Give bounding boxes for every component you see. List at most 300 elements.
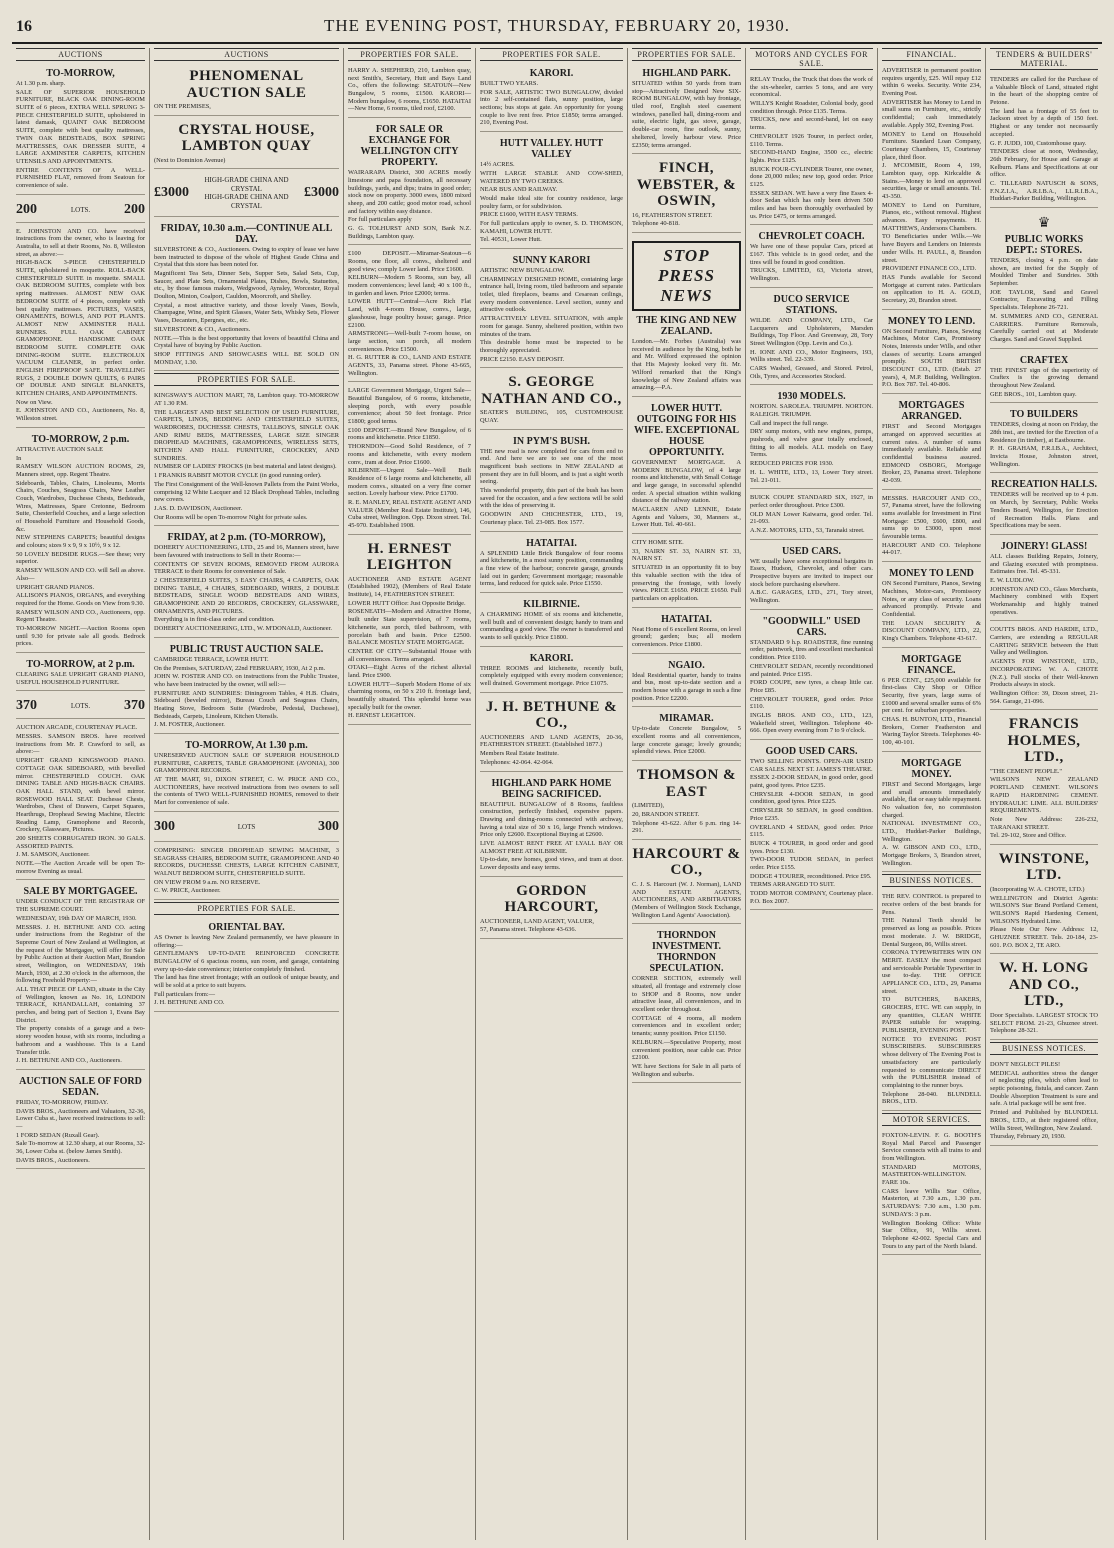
ad-text: TRUCKS, LIMITED, 63, Victoria street, Wellington. — [750, 267, 873, 283]
ad-text: THE Natural Teeth should be preserved as long as possible. Prices most moderate. J. W. BRIDGE, Dental Surgeon, 86, Willis street. — [882, 917, 981, 948]
ad-heading: ORIENTAL BAY. — [208, 921, 285, 933]
ad-text: THE FINEST sign of the superiority of Craftex is the growing demand throughout New Zealand. — [990, 366, 1098, 389]
advertisement — [990, 623, 1098, 710]
advertisement — [154, 640, 339, 734]
ad-text: SITUATED in an opportunity fit to buy this valuable section with the idea of preserving the frontage, with lovely views. PRICE £1650. PRICE £1650. Full particulars on application. — [632, 564, 741, 602]
ad-heading: "GOODWILL" USED CARS. — [762, 615, 861, 638]
page-number: 16 — [16, 18, 32, 35]
advertisement — [750, 742, 873, 910]
ad-heading: IN PYM'S BUSH. — [513, 435, 590, 447]
ad-text: DON'T NEGLECT PILES! — [990, 1061, 1061, 1068]
ad-text: WELLINGTON and District Agents: WILSON'S Star Brand Portland Cement, WILSON'S Rapid Hardening Cement, WILSON'S Hydrated Lime. — [990, 894, 1098, 925]
ad-text: Note New Address: 226-232, TARANAKI STREET. — [990, 815, 1098, 831]
ad-text: 20, BRANDON STREET. — [632, 810, 700, 818]
ad-heading: GOOD USED CARS. — [765, 746, 858, 757]
advertisement — [750, 491, 873, 539]
ad-text: COUTTS BROS. AND HARDIE, LTD., Carriers, are extending a REGULAR CARTING SERVICE between the Hutt Valley and Wellington. — [990, 626, 1098, 657]
ad-text: CHAS. H. BUNTON, LTD., Financial Brokers, Corner Featherston and Waring Taylor Streets. Telephones 40-100, 40-101. — [882, 716, 981, 747]
ad-text: On the Premises, SATURDAY, 22nd FEBRUARY, 1930, At 2 p.m. — [154, 664, 326, 672]
ad-heading: USED CARS. — [782, 545, 841, 557]
advertisement — [154, 219, 339, 371]
ad-text: Thursday, February 20, 1930. — [990, 1133, 1066, 1141]
display-heading: S. GEORGE NATHAN AND CO., — [481, 374, 622, 407]
ad-text: WE usually have some exceptional bargains in Essex, Hudson, Chevrolet, and other cars. Prospective buyers are invited to inspect our stock before purchasing elsewhere. — [750, 557, 873, 588]
advertisement — [16, 197, 145, 223]
ad-text: AS Owner is leaving New Zealand permanently, we have pleasure in offering:— — [154, 933, 339, 949]
advertisement — [990, 956, 1098, 1040]
ad-text: THE LOAN SECURITY & DISCOUNT COMPANY, LTD., 22, King's Chambers. Telephone 43-617. — [882, 619, 981, 642]
lots-label: LOTS. — [70, 205, 91, 214]
row-right-value: 300 — [318, 818, 339, 834]
ad-text: H. ERNEST LEIGHTON. — [348, 712, 416, 720]
ad-text: £100 DEPOSIT.—Miramar-Seatoun—6 Rooms, one floor, all convs., sheltered and good view; comply Lower land. Price £1600. — [348, 250, 471, 273]
ad-text: J. H. BETHUNE AND CO. — [154, 999, 225, 1007]
ad-text: WEDNESDAY, 19th DAY OF MARCH, 1930. — [16, 914, 137, 922]
advertisement — [154, 814, 339, 842]
ad-text: TODD MOTOR COMPANY, Courtenay place. P.O. Box 2007. — [750, 890, 873, 905]
ad-text: ADVERTISER has Money to Lend in small sums on Furniture, etc., strictly confidential; cash immediately available. Apply 392, Evening Post. — [882, 98, 981, 129]
ad-text: H. IONE AND CO., Motor Engineers, 193, Willis street. Tel. 22-339. — [750, 348, 873, 364]
section-heading: FINANCIAL. — [882, 48, 981, 61]
ad-text: BUILT TWO YEARS. — [480, 80, 539, 87]
ad-text: Full particulars from:— — [154, 990, 216, 998]
advertisement — [154, 528, 339, 638]
ad-text: MONEY to Lend on Furniture, Pianos, etc., without removal. Highest advances. Easy repayments. H. MATTHEWS, Andersons Chambers. — [882, 201, 981, 232]
ad-text: "THE CEMENT PEOPLE." — [990, 767, 1063, 775]
ad-text: Call and inspect the full range. — [750, 419, 829, 427]
advertisement — [990, 405, 1098, 473]
ad-text: TENDERS are called for the Purchase of a Valuable Block of Land, situated right in the heart of the shopping centre of Petone. — [990, 76, 1098, 107]
ad-text: (LIMITED), — [632, 802, 665, 810]
ad-text: J. M. SAMSON, Auctioneer. — [16, 851, 90, 859]
ad-text: UNDER CONDUCT OF THE REGISTRAR OF THE SUPREME COURT. — [16, 898, 145, 914]
ad-text: DAVIS BROS., Auctioneers. — [16, 1156, 90, 1164]
ad-text: KILBIRNIE—Urgent Sale—Well Built Residence of 6 large rooms and kitchenette, all modern convs., situated on a very fine corner section. Lovely harbour view. Price £1700. — [348, 467, 471, 498]
advertisement — [632, 536, 741, 608]
advertisement — [882, 564, 981, 648]
ad-heading: AUCTION SALE OF FORD SEDAN. — [19, 1075, 142, 1098]
advertisement — [990, 351, 1098, 404]
ad-text: BEAUTIFUL BUNGALOW of 8 Rooms, faultless construction, perfectly finished, expensive papers. Drawing and dining-rooms connected with archway, having a total size of 30 x 16, large French windows. Price only £2600. Exceptional Buying at £2600. — [480, 800, 623, 839]
ad-text: 33, NAIRN ST. 33, NAIRN ST. 33, NAIRN ST. — [632, 547, 741, 563]
advertisement — [480, 879, 623, 939]
ad-heading: FRIDAY, at 2 p.m. (TO-MORROW), — [167, 532, 326, 544]
columns-container — [12, 48, 1102, 1540]
ad-text: FIRST and Second Mortgages, large and small amounts immediately available, flat or easy table repayment. No valuation fee, no commission charged. — [882, 780, 981, 819]
ad-text: SHOP FITTINGS AND SHOWCASES WILL BE SOLD ON MONDAY, 1.30. — [154, 350, 339, 366]
section-heading: TENDERS & BUILDERS' MATERIAL. — [990, 48, 1098, 70]
section-heading: PROPERTIES FOR SALE. — [632, 48, 741, 61]
advertisement — [16, 1072, 145, 1170]
ad-heading: SALE BY MORTGAGEE. — [23, 886, 138, 898]
advertisement — [632, 926, 741, 1083]
crown-crest-icon: ♛ — [1037, 216, 1051, 231]
advertisement — [750, 73, 873, 225]
ad-heading: TO-MORROW, 2 p.m. — [31, 433, 130, 445]
ad-text: CHEVROLET SEDAN, recently reconditioned and painted. Price £195. — [750, 662, 873, 678]
ad-text: H. L. WHITE, LTD., 13, Lower Tory street. Tel. 21-011. — [750, 468, 873, 484]
ad-heading: MORTGAGES ARRANGED. — [898, 400, 965, 423]
advertisement — [632, 656, 741, 708]
ad-text: TENDERS close at noon, Wednesday, 26th February, for House and Garage at Kelburn. Plans and Specifications at our office. — [990, 148, 1098, 179]
ad-text: HARCOURT AND CO. Telephone 44-017. — [882, 541, 981, 557]
ad-text: Telephone 43-622. After 6 p.m. ring 14-291. — [632, 819, 741, 835]
advertisement — [632, 709, 741, 761]
ad-text: TERMS ARRANGED TO SUIT. — [750, 881, 835, 889]
ad-text: CENTRE OF CITY—Substantial House with all conveniences. Terms arranged. — [348, 647, 471, 663]
ad-heading: MIRAMAR. — [659, 713, 714, 725]
lots-label: LOTS. — [70, 702, 91, 711]
ad-text: STANDARD 9 h.p. ROADSTER, fine running order, paintwork, tires and excellent mechanical condition. Price £110. — [750, 638, 873, 662]
ad-heading: 1930 MODELS. — [777, 391, 846, 403]
ad-text: Please Note Our New Address: 12, GHUZNEE STREET. Tels. 20-184, 23-601. P.O. BOX 2, TE ARO. — [990, 926, 1098, 949]
ad-text: C. W. PRICE, Auctioneer. — [154, 887, 221, 895]
stop-press-box — [632, 241, 741, 311]
ad-text: CONTENTS OF SEVEN ROOMS, REMOVED FROM AURORA TERRACE to their Rooms for convenience of Sale. — [154, 560, 339, 576]
ad-text: J. M'COMBIE, Room 4, 199, Lambton quay, opp. Kirkcaldie & Stains.—Money to lend on approved securities, large or small amounts. Tel. 43-350. — [882, 162, 981, 200]
ad-text: TRUCKS, new and second-hand, let on easy terms. — [750, 116, 873, 132]
ad-text: REDUCED PRICES FOR 1930. — [750, 460, 834, 468]
price-row — [154, 819, 339, 835]
display-heading: GORDON HARCOURT, — [504, 882, 599, 916]
ad-text: AUCTION ARCADE, COURTENAY PLACE. — [16, 724, 138, 732]
section-heading: AUCTIONS — [154, 48, 339, 61]
ad-heading: TO-MORROW, At 1.30 p.m. — [185, 740, 308, 751]
lots-number-left: 370 — [16, 698, 37, 714]
advertisement — [480, 134, 623, 249]
advertisement — [480, 251, 623, 368]
ad-text: ON THE PREMISES, — [154, 103, 211, 110]
display-heading: PHENOMENAL AUCTION SALE — [186, 68, 307, 101]
advertisement — [882, 492, 981, 563]
ad-text: THE REV. CONTROL is prepared to receive orders of the best brands for Pens. — [882, 893, 981, 916]
ad-text: ADVERTISER in permanent position requires urgently, £25. Will repay £12 within 6 weeks. Security. Write 234, Evening Post. — [882, 67, 981, 98]
advertisement — [632, 763, 741, 840]
ad-text: GEE BROS., 101, Lambton quay. — [990, 390, 1077, 398]
ad-text: The land has fine street frontage; with an outlook of unique beauty, and will be sold at a price to suit buyers. — [154, 974, 339, 990]
ad-text: (Next to Dominion Avenue) — [154, 156, 226, 164]
ad-text: DOHERTY AUCTIONEERING, LTD., 25 and 16, Manners street, have been favoured with instructions to Sell in their Rooms:— — [154, 544, 339, 559]
ad-text: NEW STEPHENS CARPETS; beautiful designs and colours; sizes 9 x 9, 9 x 10½, 9 x 12. — [16, 534, 145, 550]
ad-text: RAMSEY WILSON AUCTION ROOMS, 29, Manners street, opp. Regent Theatre. — [16, 463, 145, 478]
advertisement — [990, 537, 1098, 622]
ad-text: MESSRS. SAMSON BROS. have received instructions from Mr. P. Crawford to sell, as above:— — [16, 733, 145, 756]
advertisement — [632, 235, 741, 397]
ad-text: LOWER HUTT—Superb Modern Home of six charming rooms, on 50 x 210 ft. frontage land, beautifully situated. This splendid home was specially built for the owner. — [348, 680, 471, 711]
ad-text: CLEARING SALE UPRIGHT GRAND PIANO, USEFUL HOUSEHOLD FURNITURE. — [16, 671, 145, 686]
advertisement — [750, 387, 873, 489]
advertisement — [16, 721, 145, 880]
ad-text: THE LARGEST AND BEST SELECTION OF USED FURNITURE, CARPETS, LINOS, BEDDING AND CHESTERFIELD SUITES, WARDROBES, DUCHESSE CHESTS, TALLBOYS, SINGLE OAK AND RIMU BEDS, MATTRESSES, LARGE SIZE SINGER DROPHEAD MACHINES, GRAMOPHONES, WIRELESS SETS, KITCHEN AND HALL FURNITURE, CROCKERY, AND SUNDRIES. — [154, 408, 339, 462]
ad-text: NEAR BUS AND RAILWAY. — [480, 186, 558, 194]
advertisement — [882, 890, 981, 1111]
ad-text: Telephone 28-040. BLUNDELL BROS., LTD. — [882, 1090, 981, 1106]
advertisement — [990, 210, 1098, 349]
ad-text: ATTRACTIVELY LEVEL SITUATION, with ample room for garage. Sunny, sheltered position, within two minutes of the tram. — [480, 315, 623, 338]
ad-text: CHRYSLER 4-DOOR SEDAN, in good condition, good tyres. Price £225. — [750, 790, 873, 806]
section-heading: PROPERTIES FOR SALE. — [154, 902, 339, 915]
ad-text: NOTE.—This is the best opportunity that lovers of beautiful China and Crystal have of buying by Public Auction. — [154, 334, 339, 350]
ad-text: Up-to-date Concrete Bungalow, 5 excellent rooms and all conveniences, large concrete garage; lovely grounds; splendid views. Price £2000. — [632, 725, 741, 756]
ad-heading: MONEY TO LEND. — [887, 315, 976, 327]
advertisement — [882, 754, 981, 873]
ad-text: £100 DEPOSIT.—Brand New Bungalow, of 6 rooms and kitchenette. Price £1850. — [348, 426, 471, 442]
ad-text: GENTLEMAN'S UP-TO-DATE REINFORCED CONCRETE BUNGALOW of 6 spacious rooms, sun room, and garage, containing every up-to-date convenience; interior completely finished. — [154, 950, 339, 973]
ad-text: HIGH-BACK 3-PIECE CHESTERFIELD SUITE, upholstered in moquette. ROLL-BACK CHESTERFIELD SUITE in moquette. SMALL OAK BEDROOM SUITES, complete with box spring mattresses. ALMOST NEW OAK BEDROOM SUITE of 4 pieces, complete with best quality mattresses. PICTURES, VASES, ORNAMENTS, BOWLS, AND POT PLANTS. ALMOST NEW AXMINSTER HALL RUNNERS. FULL OAK CABINET GRAMOPHONE. HANDSOME OAK BEDROOM SUITE. COMPLETE OAK DINING-ROOM SUITE. ELECTROLUX VACUUM CLEANER, in perfect order. ENGLISH FIREPROOF SAFE. TRAVELLING RUGS, 2 DOUBLE DOWN QUILTS, 6 PAIRS OF DOUBLE AND SINGLE BLANKETS, KITCHEN CHAIRS, AND APPOINTMENTS. — [16, 259, 145, 398]
advertisement — [750, 290, 873, 386]
ad-text: Ideal Residential quarter, handy to trains and bus, most up-to-date section and a modern house with a garage in such a fine position. Price £2200. — [632, 671, 741, 702]
ad-text: MESSRS. J. H. BETHUNE AND CO. acting under instructions from the Registrar of the Supreme Court of New Zealand at Wellington, at the request of the Mortgagee, will offer for Sale by Public Auction at their Auction Mart, Brandon street, Wellington, on WEDNESDAY, 19th March, 1930, at 2.30 o'clock in the afternoon, the following Freehold Property:— — [16, 923, 145, 985]
ad-heading: TO-MORROW, at 2 p.m. — [26, 659, 135, 670]
ad-text: In — [16, 454, 22, 462]
ad-text: Our Rooms will be open To-morrow Night for private sales. — [154, 513, 308, 521]
ad-heading: MORTGAGE FINANCE. — [901, 653, 962, 676]
section-heading: PROPERTIES FOR SALE. — [480, 48, 623, 61]
ad-text: LOWER HUTT—Central—Acre Rich Flat Land, with 4-room House, convs., large, glasshouse, huge poultry house; garage. Price £2100. — [348, 298, 471, 329]
price-row — [154, 176, 339, 210]
ad-text: RELAY Trucks, the Truck that does the work of the six-wheeler, carries 5 tons, and are very economical. — [750, 76, 873, 99]
ad-text: BUICK COUPE STANDARD SIX, 1927, in perfect order throughout. Price £300. — [750, 494, 873, 509]
display-heading: CRYSTAL HOUSE, LAMBTON QUAY — [178, 121, 315, 155]
ad-text: Members Real Estate Institute. — [480, 750, 559, 758]
ad-text: JOHNSTON AND CO., Glass Merchants, Machinery combined with Expert Workmanship and highly trained operatives. — [990, 585, 1098, 616]
ad-text: G. F. JUDD, 100, Customhouse quay. — [990, 139, 1087, 147]
ad-text: Everything is in first-class order and condition. — [154, 616, 275, 624]
ad-text: 1 FRANKIS RABBIT MOTOR CYCLE (in good running order). — [154, 472, 322, 480]
ad-text: GOODWIN AND CHICHESTER, LTD., 19, Courtenay place. Tel. 23-085. Box 1577. — [480, 511, 623, 526]
ad-text: AUCTIONEER, LAND AGENT, VALUER, — [480, 917, 594, 925]
ad-text: ARMSTRONG—Well-built 7-room house, on large section, sun porch, all modern conveniences. Price £1500. — [348, 330, 471, 353]
ad-heading: KARORI. — [529, 68, 574, 79]
row-middle-text: HIGH-GRADE CHINA AND CRYSTAL HIGH-GRADE CHINA AND CRYSTAL — [204, 176, 289, 210]
ad-text: RAMSEY WILSON AND CO. will Sell as above. Also— — [16, 567, 145, 582]
ad-text: UPRIGHT GRAND PIANOS. — [16, 583, 95, 591]
ad-text: MACLAREN AND LENNIE, Estate Agents and Valuers, 30, Manners st., Lower Hutt. Tel. 40-661. — [632, 506, 741, 529]
advertisement — [16, 693, 145, 719]
ad-text: Door Specialists. LARGEST STOCK TO SELECT FROM. 21-23, Ghuznee street. Telephone 28-321. — [990, 1011, 1098, 1035]
advertisement — [632, 399, 741, 534]
ad-text: TO Beneficiaries under Wills.—We have Buyers and Lenders on Interests under Wills. H. PAULL, 8, Brandon street. — [882, 233, 981, 264]
advertisement — [16, 655, 145, 691]
ad-text: OVERLAND 4 SEDAN, good order. Price £115. — [750, 823, 873, 839]
advertisement — [480, 64, 623, 132]
ad-text: WILLYS Knight Roadster, Colonial body, good condition through. Price £135. Terms. — [750, 100, 873, 115]
row-left-value: 300 — [154, 818, 175, 834]
ad-heading: FOR SALE OR EXCHANGE FOR WELLINGTON CITY PROPERTY. — [360, 124, 459, 169]
ad-text: CHARMINGLY DESIGNED HOME, containing large entrance hall, living room, tiled bathroom and separate toilet, tiled fireplaces, beams and Cesarean ceilings, every modern convenience. Level section, sunny and attractive outlook. — [480, 275, 623, 314]
ad-text: ALLISON'S PIANOS, ORGANS, and everything required for the Home. Goods on View from 9.30. — [16, 592, 145, 607]
ad-text: Wellington Booking Office: White Star Office, 91, Willis street. Telephone 42-002. Special Cars and Tours to any part of the North Island. — [882, 1219, 981, 1250]
ad-text: Telephone 40-818. — [632, 220, 680, 228]
column-6 — [746, 48, 878, 1540]
ad-text: For full particulars apply to owner, S. D. THOMSON, KAMAHI, LOWER HUTT. — [480, 219, 623, 235]
column-2 — [150, 48, 344, 1540]
ad-text: Would make ideal site for country residence, large poultry farm, or for subdivision. — [480, 194, 623, 210]
ad-text: AUCTIONEERS AND LAND AGENTS, 20-36, FEATHERSTON STREET. (Established 1877.) — [480, 733, 623, 749]
advertisement — [16, 64, 145, 195]
ad-text: Crystal, a most attractive variety, and those lovely Vases, Bowls, Champagne, Wine, and Spirit Glasses, Water Sets, Whisky Sets, Flower Vases, Decanters, Epergnes, etc., etc. — [154, 301, 339, 325]
ad-heading: KILBIRNIE. — [523, 598, 580, 610]
advertisement — [990, 847, 1098, 955]
ad-text: J. M. FOSTER, Auctioneer. — [154, 721, 225, 729]
ad-text: CAMBRIDGE TERRACE, LOWER HUTT. — [154, 655, 269, 663]
row-left-value: £3000 — [154, 185, 189, 201]
ad-heading: HUTT VALLEY. HUTT VALLEY — [499, 138, 604, 161]
ad-text: E. W. LUDLOW. — [990, 576, 1035, 584]
display-heading: THOMSON & EAST — [636, 767, 737, 800]
advertisement — [750, 612, 873, 740]
advertisement — [16, 430, 145, 653]
ad-text: ALL classes Building Repairs, Joinery, and Glazing executed with promptness. Estimates free. Tel. 45-331. — [990, 552, 1098, 576]
lots-number-left: 200 — [16, 201, 37, 217]
column-7 — [878, 48, 986, 1540]
advertisement — [990, 73, 1098, 208]
ad-text: ON Second Furniture, Pianos, Sewing Machines, Motor Cars, Promissory Notes, Interests under Wills, and other classes of security. Loans arranged promptly. SOUTH BRITISH DISCOUNT CO., LTD. (Estab. 27 years), 4, M.P. Building, Wellington. P.O. Box 787. Tel. 40-806. — [882, 327, 981, 389]
advertisement — [990, 1058, 1098, 1146]
ad-heading: CRAFTEX — [1019, 354, 1069, 366]
ad-text: DRY sump motors, with new engines, pumps, pushrods, and valve gear totally enclosed, fitting to all models. ALL models on Easy Terms. — [750, 428, 873, 459]
ad-heading: RECREATION HALLS. — [991, 479, 1097, 491]
ad-text: AGENTS FOR WINSTONE, LTD., INCORPORATING W. A. CHOTE (N.Z.). Full stocks of their Well-known Products always in stock. — [990, 658, 1098, 689]
advertisement — [348, 64, 471, 118]
ad-text: FRIDAY, TO-MORROW, FRIDAY. — [16, 1098, 109, 1106]
ad-text: P. H. GRAHAM, F.R.I.B.A., Architect, Invicta House, Johnston street, Wellington. — [990, 445, 1098, 468]
advertisement — [348, 384, 471, 534]
ad-text: SEATER'S BUILDING, 105, CUSTOMHOUSE QUAY. — [480, 409, 623, 424]
ad-heading: DUCO SERVICE STATIONS. — [773, 293, 850, 316]
lots-number-right: 200 — [124, 201, 145, 217]
ad-text: WE have Sections for Sale in all parts of Wellington and suburbs. — [632, 1062, 741, 1078]
ad-text: PROVIDENT FINANCE CO., LTD. — [882, 265, 977, 273]
ad-text: 1 FORD SEDAN (Ruxall Gear). — [16, 1131, 100, 1139]
ad-text: 50 LOVELY BEDSIDE RUGS.—See these; very superior. — [16, 550, 145, 566]
ad-text: London.—Mr. Forbes (Australia) was received in audience by the King, both he and Mr. Wilford expressed the opinion that His Majesty looked very fit. Mr. Wilford remarked that the King's knowledge of New Zealand affairs was amazing.—P.A. — [632, 338, 741, 392]
ad-heading: MONEY TO LEND — [889, 568, 974, 580]
ad-text: R. E. MANLEY, REAL ESTATE AGENT AND VALUER (Member Real Estate Institute), 146, Cuba street, Wellington. Opp. Dixon street. Tel. 45-970. Established 1908. — [348, 498, 471, 529]
advertisement — [348, 120, 471, 245]
ad-text: INGLIS BROS. AND CO., LTD., 123, Wakefield street, Wellington. Telephone 40-666. Open every evening from 7 to 9 o'clock. — [750, 711, 873, 735]
ad-text: Sideboards, Tables, Chairs, Linoleums, Morris Chairs, Couches, Seagrass Chairs, New Leather Couch, Wardrobes, Duchesse Chests, Bedsteads, Wires, Mattresses, Spare Cretonne, Bedroom Suite, Chesterfield Couches, and a large selection of Household Furniture and Household Goods, &c. — [16, 479, 145, 533]
ad-heading: PUBLIC WORKS DEPT.: STORES. — [1004, 234, 1084, 256]
ad-text: E. JOHNSTON AND CO., Auctioneers, No. 8, Willeston street. — [16, 407, 145, 423]
ad-text: CHEVROLET 1926 Tourer, in perfect order, £110. Terms. — [750, 132, 873, 148]
ad-text: The land has a frontage of 55 feet to Jackson street by a depth of 150 feet. Highest or any tender not necessarily accepted. — [990, 107, 1098, 138]
ad-text: FIRST and Second Mortgages arranged on approved securities at current rates. A number of sums immediately available. Reliable and confidential business assured. EDMOND OSBORG, Mortgage Broker, 23, Panama street. Telephone 42-039. — [882, 423, 981, 484]
column-4 — [476, 48, 628, 1540]
ad-text: WILSON'S NEW ZEALAND PORTLAND CEMENT. WILSON'S RAPID HARDENING CEMENT. HYDRAULIC LIME. ALL BUILDERS' REQUIREMENTS. — [990, 776, 1098, 815]
ad-text: KELBURN.—Speculative Property, most convenient position, near cable car. Price £2100. — [632, 1038, 741, 1062]
ad-text: THORNDON—Good Solid Residence, of 7 rooms and kitchenette, with every modern conv., tram at door. Price £1600. — [348, 443, 471, 466]
ad-text: (Incorporating W. A. CHOTE, LTD.) — [990, 885, 1085, 893]
ad-text: ALL THAT PIECE OF LAND, situate in the City of Wellington, known as No. 16, LONDON TERRACE, KHANDALLAH, containing 37 perches, and being part of Section 1, Evans Bay District. — [16, 986, 145, 1024]
advertisement — [750, 227, 873, 287]
advertisement — [480, 534, 623, 593]
ad-text: 16, FEATHERSTON STREET. — [632, 211, 713, 219]
ad-text: This desirable home must be inspected to be thoroughly appreciated. — [480, 339, 623, 354]
ad-heading: TO-MORROW, — [46, 68, 115, 79]
row-middle-text: LOTS — [237, 822, 256, 831]
ad-text: H. G. RUTTER & CO., LAND AND ESTATE AGENTS, 33, Panama street. Phone 43-665, Wellington. — [348, 354, 471, 377]
ad-heading: LOWER HUTT. OUTGOING FOR HIS WIFE. EXCEPTIONAL HOUSE OPPORTUNITY. — [633, 402, 739, 458]
ad-text: Neat Home of 6 excellent Rooms, on level ground; garden; bus; all modern conveniences. Price £1800. — [632, 625, 741, 648]
ad-text: SALE OF SUPERIOR HOUSEHOLD FURNITURE, BLACK OAK DINING-ROOM SUITE of 6 pieces, EXTRA WELL SPRUNG 3-PIECE CHESTERFIELD SUITE, upholstered in latest damask, QUAINT OAK BEDROOM SUITE, complete with best quality mattresses, TWIN OAK BEDSTEADS, BOX SPRING MATTRESSES, OAK DRESSER SUITE, 4 LARGE AXMINSTER CARPETS, KITCHEN UTENSILS AND APPOINTMENTS. — [16, 88, 145, 165]
ad-text: Sale To-morrow at 12.30 sharp, at our Rooms, 32-36, Lower Cuba st. (below James Smith). — [16, 1140, 145, 1155]
ad-text: ESSEX SEDAN. WE have a very fine Essex 4-door Sedan which has only been driven 500 miles and has been thoroughly overhauled by us. Price £475, or terms arranged. — [750, 189, 873, 220]
ad-heading: THORNDON INVESTMENT. THORNDON SPECULATION. — [649, 930, 724, 975]
advertisement — [480, 595, 623, 647]
display-heading: WINSTONE, LTD. — [998, 850, 1090, 884]
stop-press-title: STOP PRESS NEWS — [658, 246, 715, 306]
ad-text: Wellington Office: 39, Dixon street, 21-564. Garage, 21-096. — [990, 689, 1098, 705]
advertisement — [154, 736, 339, 812]
advertisement — [990, 712, 1098, 845]
advertisement — [480, 432, 623, 532]
ad-heading: MORTGAGE MONEY. — [901, 757, 962, 780]
ad-text: ON VIEW FROM 9 a.m. NO RESERVE. — [154, 878, 261, 886]
advertisement — [348, 537, 471, 725]
masthead-title: THE EVENING POST, THURSDAY, FEBRUARY 20, 1930. — [323, 16, 790, 35]
ad-text: THE new road is now completed for cars from end to end. And here we are to see one of the most magnificent bush sections in NEW ZEALAND at present they are in full bloom, and is just a sight worth seeing. — [480, 447, 623, 486]
ad-text: A.N.Z. MOTORS, LTD., 53, Taranaki street. — [750, 526, 865, 534]
ad-heading: HIGHLAND PARK HOME BEING SACRIFICED. — [491, 777, 612, 800]
ad-text: TO BUTCHERS, BAKERS, GROCERS, ETC. WE can supply, in any quantities, CLEAN WHITE PAPER suitable for wrapping. PUBLISHER, EVENING POST. — [882, 996, 981, 1035]
ad-heading: THE KING AND NEW ZEALAND. — [636, 315, 737, 338]
ad-text: Telephones: 42-064. 42-064. — [480, 758, 554, 766]
ad-text: CHEVROLET TOURER, good order. Price £110. — [750, 695, 873, 711]
column-1 — [12, 48, 150, 1540]
ad-text: FOXTON-LEVIN. F. G. BOOTH'S Royal Mail Parcel and Passenger Service connects with all trains to and from Wellington. — [882, 1131, 981, 1162]
ad-text: SILVERSTONE & CO., Auctioneers. — [154, 325, 251, 333]
advertisement — [154, 389, 339, 526]
ad-text: M. SUMMERS AND CO., GENERAL CARRIERS. Furniture Removals, Carefully carried out at Moderate Charges. Sand and Gravel Supplied. — [990, 312, 1098, 343]
ad-text: ESSEX 2-DOOR SEDAN, in good order, good paint, good tyres. Price £235. — [750, 774, 873, 790]
ad-text: Up-to-date, new homes, good views, and tram at door. Lower deposits and easy terms. — [480, 856, 623, 871]
ad-text: DOHERTY AUCTIONEERING, LTD., W. M'DONALD, Auctioneer. — [154, 625, 332, 633]
ad-text: ARTISTIC NEW BUNGALOW. — [480, 267, 565, 274]
ad-text: A SPLENDID Little Brick Bungalow of four rooms and kitchenette, in a most sunny position, commanding a fine view of the harbour; concrete garage, grounds laid out in garden; Government mortgage; reasonable terms, land reduced for quick sale. Price £1550. — [480, 549, 623, 588]
ad-text: PRICE £1600, WITH EASY TERMS. — [480, 211, 578, 219]
ad-text: CHRYSLER 50 SEDAN, in good condition. Price £235. — [750, 807, 873, 822]
advertisement — [882, 312, 981, 395]
ad-text: E. JOHNSTON AND CO. have received instructions from the owner, who is leaving for Australia, to sell at their Rooms, No. 8, Willeston street, as above:— — [16, 227, 145, 258]
section-heading: BUSINESS NOTICES. — [882, 874, 981, 887]
ad-text: THREE ROOMS and kitchenette, recently built, completely equipped with every modern convenience; well drained. Government mortgage. Price £1075. — [480, 664, 623, 688]
ad-text: MONEY to Lend on Household Furniture. Standard Loan Company, Courtenay Chambers, 15, Courtenay place, third floor. — [882, 130, 981, 161]
ad-text: CITY HOME SITE. — [632, 539, 684, 547]
advertisement — [16, 225, 145, 428]
ad-text: J. H. BETHUNE AND CO., Auctioneers. — [16, 1057, 122, 1065]
ad-heading: SUNNY KARORI — [512, 255, 591, 266]
ad-text: NOTE.—The Auction Arcade will be open To-morrow Evening as usual. — [16, 860, 145, 875]
ad-text: BUICK 4 TOURER, in good order and good tyres. Price £130. — [750, 839, 873, 855]
ad-text: COTTAGE of 4 rooms, all modern conveniences and in excellent order; tenants; sunny position. Price £1150. — [632, 1014, 741, 1038]
ad-text: NORTON. SAROLEA. TRIUMPH. NORTON. RALEIGH. TRIUMPH. — [750, 403, 873, 418]
column-5 — [628, 48, 746, 1540]
ad-text: NATIONAL INVESTMENT CO., LTD., Huddart-Parker Buildings, Wellington. — [882, 820, 981, 843]
advertisement — [632, 64, 741, 154]
advertisement — [882, 1129, 981, 1255]
advertisement — [632, 842, 741, 924]
advertisement — [16, 882, 145, 1069]
ad-text: A CHARMING HOME of six rooms and kitchenette, well built and of convenient design; handy to tram and commanding a good view. The owner is transferred and wants to sell quickly. Price £1800. — [480, 610, 623, 641]
ad-text: G. G. TOLHURST AND SON, Bank N.Z. Buildings, Lambton quay. — [348, 224, 471, 240]
ad-text: WILDE AND COMPANY, LTD., Car Lacquerers and Upholsterers, Marsden Buildings, Top Floor. And Greenway, 28, Tory Street Wellington (Opp. Levin and Co.). — [750, 316, 873, 347]
ad-text: Magnificent Tea Sets, Dinner Sets, Supper Sets, Salad Sets, Cup, Saucer, and Plate Sets, Ornamental Plates, Dishes, Bowls, Statuettes, etc., by those famous makers, Wedgwood, Aynsley, Worcester, Royal Doulton, Minton, Coalport, Cauldon, Moorcroft, and Shelley. — [154, 270, 339, 301]
ad-text: MESSRS. HARCOURT AND CO., 57, Panama street, have the following sums available for Investment in First Mortgage: £500, £600, £800, and sums up to £3000, upon most favourable terms. — [882, 494, 981, 541]
ad-text: RAMSEY WILSON AND CO., Auctioneers, opp. Regent Theatre. — [16, 608, 145, 624]
ad-text: OLD MAN Lower Kaiwarra, good order. Tel. 21-093. — [750, 510, 873, 526]
advertisement — [348, 247, 471, 382]
